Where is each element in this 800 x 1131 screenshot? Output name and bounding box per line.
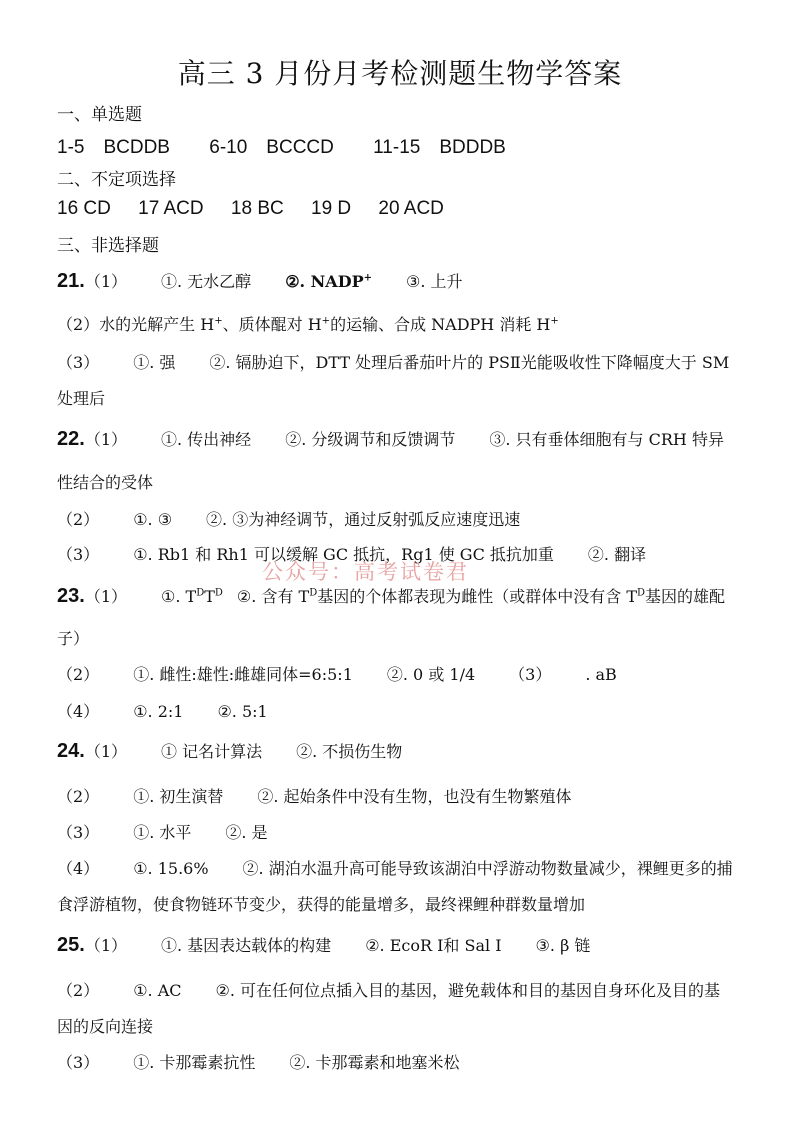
q21-line-3: （3） ①. 强 ②. 镉胁迫下，DTT 处理后番茄叶片的 PSⅡ光能吸收性下降幅度大于 SM [57, 353, 730, 372]
answer-item: 18 BC [230, 198, 284, 219]
answer-item: 20 ACD [378, 198, 444, 219]
answer-group: 6-10 BCCCD [209, 137, 334, 158]
q24-line-1: 24.（1） ① 记名计算法 ②. 不损伤生物 [57, 740, 403, 762]
section-multi-choice-heading: 二、不定项选择 [57, 170, 176, 190]
question-number: 21. [57, 270, 85, 292]
q24-line-3: （3） ①. 水平 ②. 是 [57, 823, 268, 842]
q24-line-4b: 食浮游植物，使食物链环节变少，获得的能量增多，最终裸鲤种群数量增加 [57, 895, 586, 914]
question-number: 24. [57, 740, 85, 762]
q22-line-3: （3） ①. Rb1 和 Rh1 可以缓解 GC 抵抗，Rg1 使 GC 抵抗加重 ②. 翻译 [57, 545, 647, 564]
multi-choice-answers [57, 198, 444, 220]
page-title: 高三 3 月份月考检测题生物学答案 [177, 57, 623, 90]
q25-line-2: （2） ①. AC ②. 可在任何位点插入目的基因，避免载体和目的基因自身环化及目的基 [57, 981, 721, 1000]
answer-item: 16 CD [57, 198, 111, 219]
q23-line-1: 23.（1） ①. $T^DT^D$ ②. 含有 $T^D$基因的个体都表现为雌性（或群体中没有含 $T^D$基因的雄配 [57, 585, 726, 607]
answer-group: 1-5 BCDDB [57, 137, 170, 158]
question-number: 25. [57, 934, 85, 956]
q22-line-1b: 性结合的受体 [57, 473, 154, 492]
q23-line-2: （2） ①. 雌性:雄性:雌雄同体=6:5:1 ②. 0 或 1/4 （3） . aB [57, 665, 617, 684]
single-choice-answers [57, 132, 506, 159]
q25-line-3: （3） ①. 卡那霉素抗性 ②. 卡那霉素和地塞米松 [57, 1053, 460, 1072]
section-non-choice-heading: 三、非选择题 [57, 236, 159, 256]
question-number: 22. [57, 428, 85, 450]
q22-line-1: 22.（1） ①. 传出神经 ②. 分级调节和反馈调节 ③. 只有垂体细胞有与 CRH 特异 [57, 428, 724, 450]
section-single-choice-heading: 一、单选题 [57, 105, 142, 125]
q23-line-1b: 子） [57, 629, 90, 648]
watermark-text: 公众号：高考试卷君 [262, 560, 469, 584]
q24-line-4: （4） ①. 15.6% ②. 湖泊水温升高可能导致该湖泊中浮游动物数量减少，裸鲤更多的捕 [57, 859, 733, 878]
answer-item: 17 ACD [138, 198, 204, 219]
question-number: 23. [57, 585, 85, 607]
q24-line-2: （2） ①. 初生演替 ②. 起始条件中没有生物，也没有生物繁殖体 [57, 787, 572, 806]
q21-line-2: （2）水的光解产生 H+、质体醌对 H+的运输、合成 NADPH 消耗 H+ [57, 315, 559, 334]
q21-line-3b: 处理后 [57, 389, 106, 408]
q22-line-2: （2） ①. ③ ②. ③为神经调节，通过反射弧反应速度迅速 [57, 510, 521, 529]
q25-line-2b: 因的反向连接 [57, 1017, 154, 1036]
q21-line-1: 21.（1） ①. 无水乙醇 ②. NADP+ ③. 上升 [57, 270, 463, 292]
q23-line-4: （4） ①. 2:1 ②. 5:1 [57, 702, 268, 721]
answer-group: 11-15 BDDDB [373, 137, 506, 158]
answer-item: 19 D [311, 198, 352, 219]
q25-line-1: 25.（1） ①. 基因表达载体的构建 ②. EcoR Ⅰ和 Sal Ⅰ ③. β 链 [57, 934, 591, 956]
